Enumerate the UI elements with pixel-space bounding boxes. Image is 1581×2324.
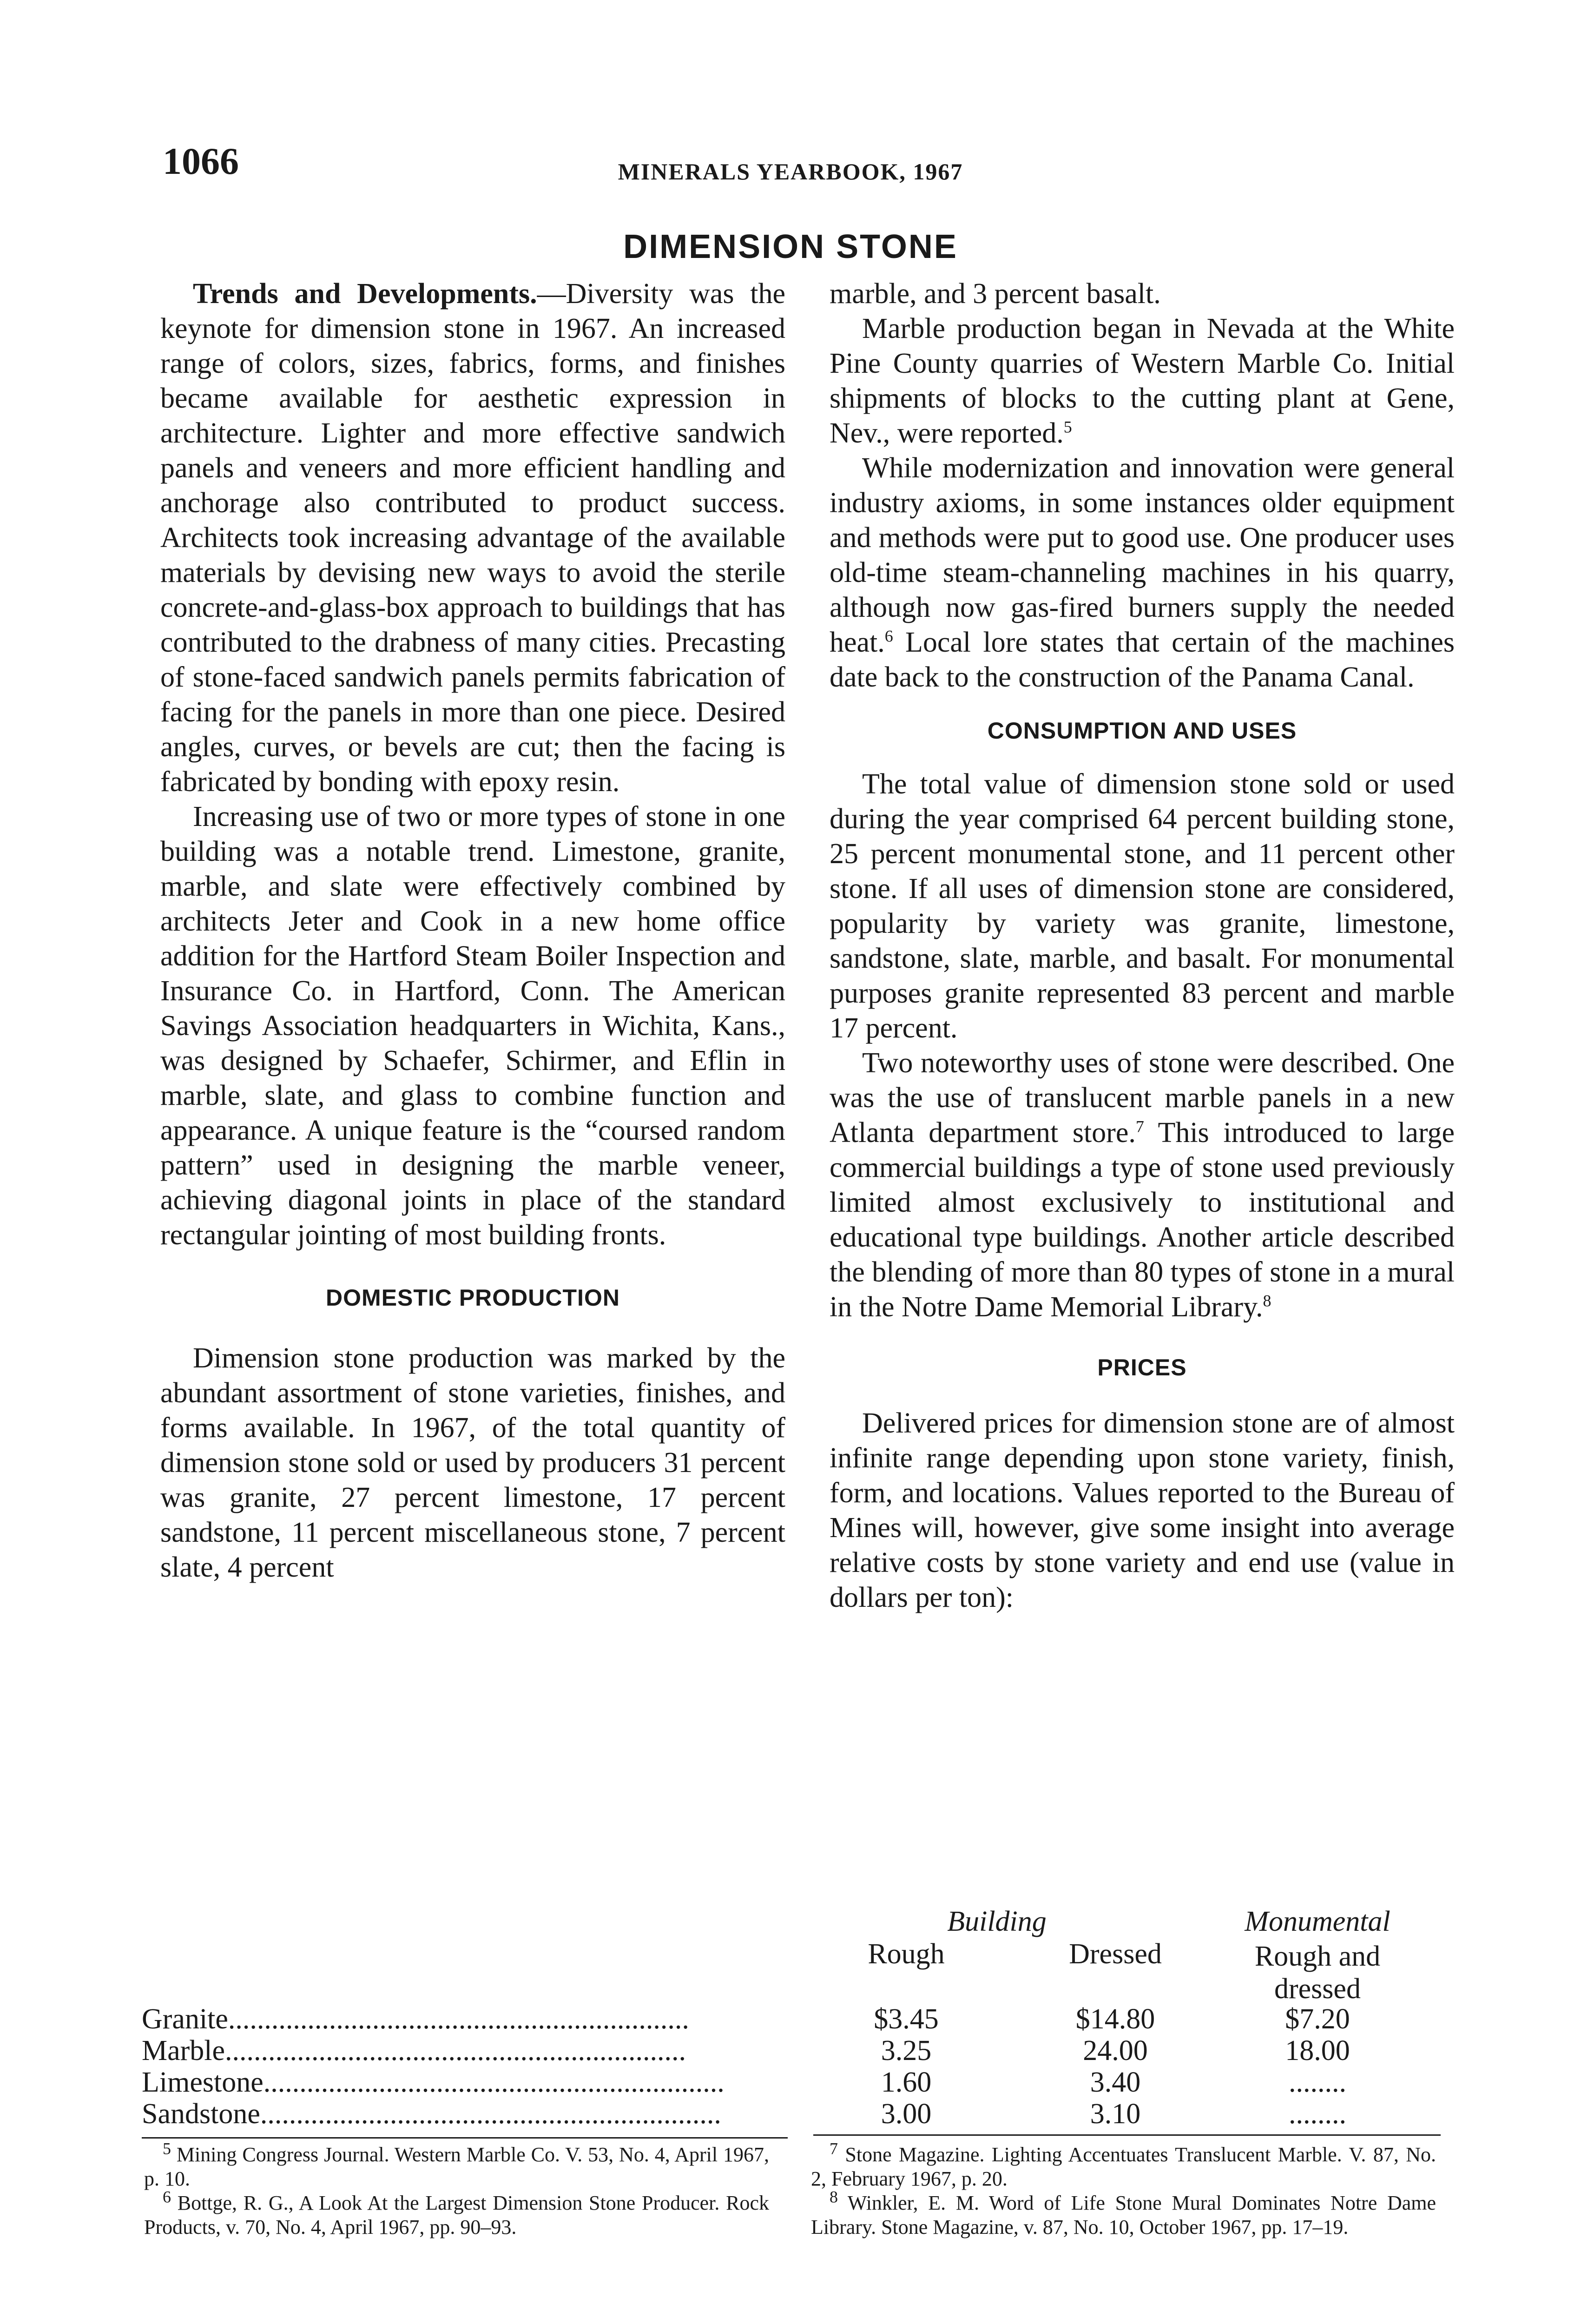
consumption-heading: CONSUMPTION AND USES	[987, 718, 1297, 744]
trends-text: —Diversity was the keynote for dimension stone in 1967. An increased range of colors, sizes, fabrics, forms, and finishes became available for aesthetic expression in architecture. Lighter and more effective sandwich panels and veneers and more efficient handling and anchorage also contributed to product success. Architects took increasing advantage of the available materials by devising new ways to avoid the sterile concrete-and-glass-box approach to buildings that has contributed to the drabness of many cities. Precasting of stone-faced sandwich panels permits fabrication of facing for the panels in more than one piece. Desired angles, curves, or bevels are cut; then the facing is fabricated by bonding with epoxy resin.	[160, 278, 785, 798]
table-group-building: Building	[947, 1906, 1047, 1937]
marble-text: Marble production began in Nevada at the White Pine County quarries of Western Marble Co. Initial shipments of blocks to the cutting plant at Gene, Nev., were reported.	[830, 313, 1455, 449]
cell-monumental: $7.20	[1285, 2003, 1350, 2035]
table-col-monumental-2: dressed	[1274, 1973, 1361, 2005]
dot-leader: ................................................................	[225, 2035, 686, 2067]
consumption-text-b: This introduced to large commercial buildings a type of stone used previously limited almost exclusively to institutional and educational type buildings. Another article described the blending of more than 80 types of stone in a mural in the Notre Dame Memorial Library.	[830, 1117, 1455, 1323]
footnote-ref-7: 7	[1135, 1117, 1144, 1136]
table-row	[142, 2098, 1434, 2130]
dot-leader: ................................................................	[260, 2098, 721, 2130]
table-row	[142, 2035, 1434, 2067]
cell-monumental: ........	[1289, 2067, 1346, 2098]
right-column	[830, 277, 1455, 1615]
stone-name: Sandstone................................................................	[142, 2098, 721, 2130]
footnote-6: $^6$ Bottge, R. G., A Look At the Largest Dimension Stone Producer. Rock Products, v. 70, No. 4, April 1967, pp. 90–93.	[144, 2187, 770, 2238]
cell-rough: 1.60	[881, 2067, 932, 2098]
footnote-ref-8: 8	[1263, 1291, 1271, 1310]
stone-name: Granite................................................................	[142, 2003, 689, 2035]
footnote-rule-left	[142, 2137, 788, 2139]
stone-name: Limestone................................................................	[142, 2067, 725, 2098]
table-col-rough: Rough	[868, 1938, 945, 1970]
cell-dressed: 3.10	[1090, 2098, 1141, 2130]
modernization-text-end: Local lore states that certain of the machines date back to the construction of the Panama Canal.	[830, 627, 1455, 693]
footnote-5: $^5$ Mining Congress Journal. Western Marble Co. V. 53, No. 4, April 1967, p. 10.	[144, 2139, 770, 2190]
footnote-7: $^7$ Stone Magazine. Lighting Accentuates Translucent Marble. V. 87, No. 2, February 1967, p. 20.	[811, 2139, 1436, 2190]
footnote-ref-6: 6	[884, 627, 893, 646]
stone-name: Marble................................................................	[142, 2035, 686, 2067]
prices-heading: PRICES	[1097, 1354, 1187, 1380]
dot-leader: ................................................................	[263, 2067, 725, 2098]
trends-paragraph	[160, 277, 785, 799]
footnotes-left	[144, 2139, 770, 2239]
cell-rough: $3.45	[874, 2003, 939, 2035]
cell-monumental: 18.00	[1285, 2035, 1350, 2067]
prices-paragraph: Delivered prices for dimension stone are of almost infinite range depending upon stone variety, finish, form, and locations. Values reported to the Bureau of Mines will, however, give some insight into average relative costs by stone variety and end use (value in dollars per ton):	[830, 1407, 1455, 1613]
dot-leader: ................................................................	[228, 2003, 689, 2035]
footnote-ref-5: 5	[1063, 417, 1072, 436]
consumption-paragraph-2	[830, 1046, 1455, 1325]
modernization-paragraph	[830, 451, 1455, 695]
page-title: DIMENSION STONE	[623, 228, 958, 265]
footnote-8: $^8$ Winkler, E. M. Word of Life Stone Mural Dominates Notre Dame Library. Stone Magazine, v. 87, No. 10, October 1967, pp. 17–19.	[811, 2187, 1436, 2238]
domestic-paragraph: Dimension stone production was marked by the abundant assortment of stone varieties, finishes, and forms available. In 1967, of the total quantity of dimension stone sold or used by producers 31 percent was granite, 27 percent limestone, 17 percent sandstone, 11 percent miscellaneous stone, 7 percent slate, 4 percent	[160, 1342, 785, 1583]
modernization-text: While modernization and innovation were general industry axioms, in some instances older equipment and methods were put to good use. One producer uses old-time steam-channeling machines in his quarry, although now gas-fired burners supply the needed heat.	[830, 452, 1455, 658]
marble-paragraph	[830, 311, 1455, 451]
footnotes-right	[811, 2139, 1436, 2239]
continuation-text: marble, and 3 percent basalt.	[830, 278, 1161, 310]
left-column	[160, 277, 785, 1585]
running-title: MINERALS YEARBOOK, 1967	[618, 158, 963, 185]
cell-rough: 3.00	[881, 2098, 932, 2130]
cell-dressed: $14.80	[1075, 2003, 1155, 2035]
trends-lead: Trends and Developments.	[193, 278, 537, 310]
cell-monumental: ........	[1289, 2098, 1346, 2130]
cell-dressed: 3.40	[1090, 2067, 1141, 2098]
combination-paragraph: Increasing use of two or more types of stone in one building was a notable trend. Limestone, granite, marble, and slate were effectively combined by architects Jeter and Cook in a new home office addition for the Hartford Steam Boiler Inspection and Insurance Co. in Hartford, Conn. The American Savings Association headquarters in Wichita, Kans., was designed by Schaefer, Schirmer, and Eflin in marble, slate, and glass to combine function and appearance. A unique feature is the “coursed random pattern” used in designing the marble veneer, achieving diagonal joints in place of the standard rectangular jointing of most building fronts.	[160, 801, 785, 1251]
domestic-production-heading: DOMESTIC PRODUCTION	[326, 1285, 620, 1311]
table-row	[142, 2003, 1434, 2035]
footnote-rule-right	[813, 2134, 1441, 2136]
consumption-paragraph-1: The total value of dimension stone sold or used during the year comprised 64 percent building stone, 25 percent monumental stone, and 11 percent other stone. If all uses of dimension stone are considered, popularity by variety was granite, limestone, sandstone, slate, marble, and basalt. For monumental purposes granite represented 83 percent and marble 17 percent.	[830, 768, 1455, 1044]
cell-dressed: 24.00	[1083, 2035, 1148, 2067]
consumption-text-a: Two noteworthy uses of stone were described. One was the use of translucent marble panels in a new Atlanta department store.	[830, 1047, 1455, 1149]
table-row	[142, 2067, 1434, 2098]
table-col-monumental-1: Rough and	[1254, 1941, 1381, 1972]
cell-rough: 3.25	[881, 2035, 932, 2067]
table-col-dressed: Dressed	[1069, 1938, 1162, 1970]
page-number: 1066	[163, 140, 239, 182]
table-group-monumental: Monumental	[1245, 1906, 1390, 1937]
